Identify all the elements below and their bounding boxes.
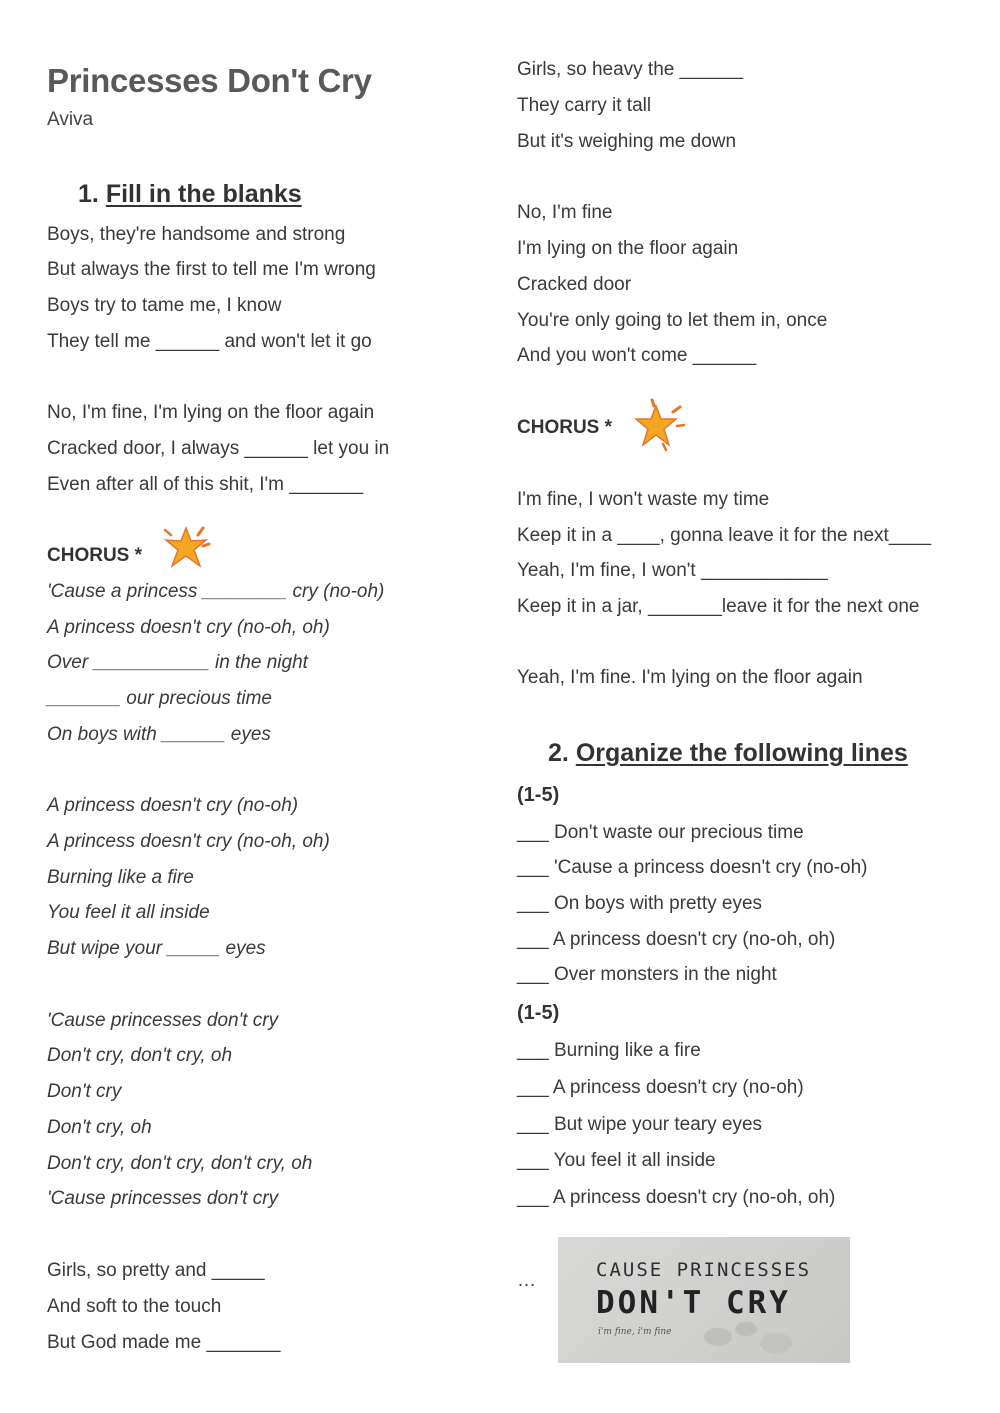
star-icon bbox=[159, 524, 213, 572]
ellipsis: … bbox=[517, 1270, 536, 1291]
order-item[interactable]: ___ You feel it all inside bbox=[517, 1150, 716, 1171]
chorus-line: _______ our precious time bbox=[47, 688, 272, 709]
artist-name: Aviva bbox=[47, 109, 94, 130]
lyric-line: Cracked door bbox=[517, 274, 632, 295]
song-image bbox=[558, 1237, 850, 1363]
order-item[interactable]: ___ A princess doesn't cry (no-oh) bbox=[517, 1077, 804, 1098]
petals-decoration bbox=[698, 1307, 808, 1363]
lyric-line: Keep it in a jar, _______leave it for the next one bbox=[517, 596, 920, 617]
section-1-heading bbox=[78, 180, 302, 209]
lyric-line: But it's weighing me down bbox=[517, 131, 737, 152]
order-item[interactable]: ___ Over monsters in the night bbox=[517, 964, 777, 985]
image-text-main: DON'T CRY bbox=[596, 1285, 791, 1321]
chorus-line: 'Cause princesses don't cry bbox=[47, 1010, 279, 1031]
chorus-line: Don't cry bbox=[47, 1081, 122, 1102]
lyric-line: And soft to the touch bbox=[47, 1296, 222, 1317]
order-item[interactable]: ___ 'Cause a princess doesn't cry (no-oh) bbox=[517, 857, 868, 878]
lyric-line: I'm fine, I won't waste my time bbox=[517, 489, 770, 510]
lyric-line: No, I'm fine, I'm lying on the floor again bbox=[47, 402, 375, 423]
lyric-line: Boys, they're handsome and strong bbox=[47, 224, 346, 245]
lyric-line: Yeah, I'm fine, I won't ____________ bbox=[517, 560, 828, 581]
section-2-title: Organize the following lines bbox=[575, 739, 908, 767]
chorus-line: Burning like a fire bbox=[47, 867, 194, 888]
lyric-line: Yeah, I'm fine. I'm lying on the floor again bbox=[517, 667, 863, 688]
lyric-line: And you won't come ______ bbox=[517, 345, 757, 366]
chorus-line: A princess doesn't cry (no-oh) bbox=[47, 795, 299, 816]
lyric-line: No, I'm fine bbox=[517, 202, 613, 223]
chorus-label: CHORUS * bbox=[517, 417, 613, 438]
worksheet-title: Princesses Don't Cry bbox=[47, 62, 372, 99]
star-icon bbox=[628, 398, 688, 454]
chorus-line: A princess doesn't cry (no-oh, oh) bbox=[47, 831, 330, 852]
range-label: (1-5) bbox=[517, 784, 560, 806]
chorus-line: 'Cause a princess ________ cry (no-oh) bbox=[47, 581, 385, 602]
chorus-line: Don't cry, don't cry, oh bbox=[47, 1045, 233, 1066]
lyric-line: They carry it tall bbox=[517, 95, 652, 116]
order-item[interactable]: ___ Burning like a fire bbox=[517, 1040, 701, 1061]
order-item[interactable]: ___ A princess doesn't cry (no-oh, oh) bbox=[517, 929, 836, 950]
lyric-line: Boys try to tame me, I know bbox=[47, 295, 282, 316]
image-text-top: CAUSE PRINCESSES bbox=[596, 1259, 812, 1281]
lyric-line: Girls, so pretty and _____ bbox=[47, 1260, 265, 1281]
chorus-line: Don't cry, oh bbox=[47, 1117, 152, 1138]
order-item[interactable]: ___ Don't waste our precious time bbox=[517, 822, 804, 843]
chorus-line: Over ___________ in the night bbox=[47, 652, 308, 673]
chorus-line: On boys with ______ eyes bbox=[47, 724, 271, 745]
order-item[interactable]: ___ A princess doesn't cry (no-oh, oh) bbox=[517, 1187, 836, 1208]
section-2-heading bbox=[548, 739, 908, 768]
lyric-line: Girls, so heavy the ______ bbox=[517, 59, 744, 80]
lyric-line: But always the first to tell me I'm wrong bbox=[47, 259, 376, 280]
chorus-line: A princess doesn't cry (no-oh, oh) bbox=[47, 617, 330, 638]
chorus-line: 'Cause princesses don't cry bbox=[47, 1188, 279, 1209]
chorus-line: Don't cry, don't cry, don't cry, oh bbox=[47, 1153, 313, 1174]
lyric-line: Even after all of this shit, I'm _______ bbox=[47, 474, 364, 495]
lyric-line: But God made me _______ bbox=[47, 1332, 281, 1353]
chorus-label: CHORUS * bbox=[47, 545, 143, 566]
order-item[interactable]: ___ On boys with pretty eyes bbox=[517, 893, 763, 914]
section-1-title: Fill in the blanks bbox=[105, 180, 302, 208]
chorus-line: You feel it all inside bbox=[47, 902, 210, 923]
lyric-line: You're only going to let them in, once bbox=[517, 310, 828, 331]
section-2-number: 2. bbox=[548, 739, 569, 767]
image-text-small: i'm fine, i'm fine bbox=[598, 1327, 672, 1337]
lyric-line: They tell me ______ and won't let it go bbox=[47, 331, 372, 352]
lyric-line: Cracked door, I always ______ let you in bbox=[47, 438, 390, 459]
lyric-line: Keep it in a ____, gonna leave it for the next____ bbox=[517, 525, 932, 546]
range-label: (1-5) bbox=[517, 1002, 560, 1024]
chorus-line: But wipe your _____ eyes bbox=[47, 938, 266, 959]
section-1-number: 1. bbox=[78, 180, 99, 208]
order-item[interactable]: ___ But wipe your teary eyes bbox=[517, 1114, 763, 1135]
lyric-line: I'm lying on the floor again bbox=[517, 238, 739, 259]
